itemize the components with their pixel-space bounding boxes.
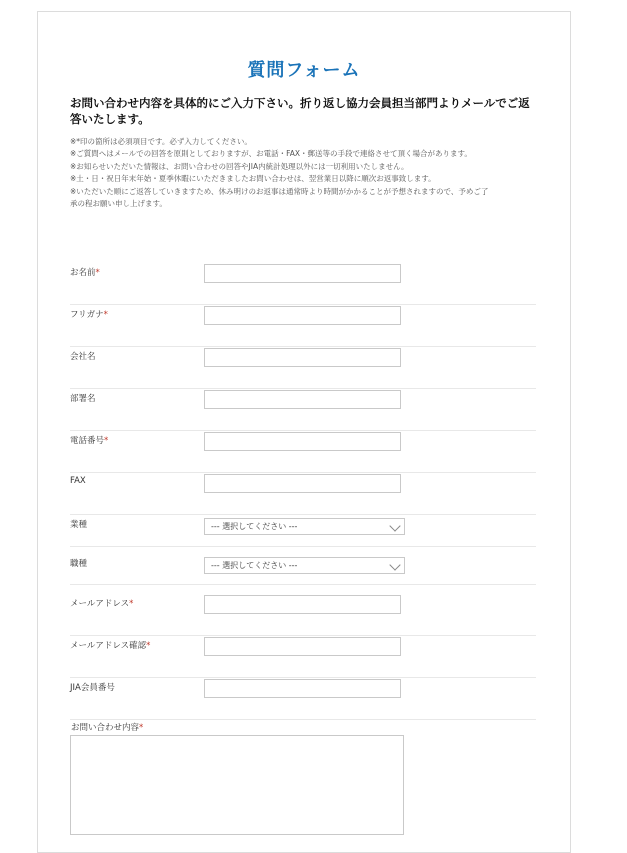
note-line: ※*印の箇所は必須項目です。必ず入力してください。 (70, 137, 252, 146)
name-label: お名前* (70, 268, 100, 278)
company-label: 会社名 (70, 352, 96, 362)
note-line: ※いただいた順にご返答していきますため、休み明けのお返事は通常時より時間がかかることが予想されますので、予めご了 (70, 186, 489, 196)
page-title: 質問フォーム (247, 60, 361, 81)
jia-number-label: JIA会員番号 (70, 683, 115, 693)
company-input[interactable] (204, 348, 401, 367)
note-line: 承の程お願い申し上げます。 (70, 199, 167, 209)
department-input[interactable] (204, 390, 401, 409)
chevron-down-icon (389, 520, 400, 531)
occupation-select[interactable] (204, 557, 405, 574)
row-name (70, 262, 536, 305)
note-line: ※ご質問へはメールでの回答を原則としておりますが、お電話・FAX・郵送等の手段で連絡させて頂く場合があります。 (70, 149, 472, 159)
inquiry-label: お問い合わせ内容* (71, 723, 144, 733)
chevron-down-icon (389, 559, 400, 570)
fax-label: FAX (70, 476, 86, 486)
industry-select[interactable] (204, 518, 405, 535)
row-department (70, 388, 536, 431)
note-line: ※土・日・祝日年末年始・夏季休暇にいただきましたお問い合わせは、翌営業日以降に順次お返事致します。 (70, 174, 436, 184)
department-label: 部署名 (70, 394, 96, 404)
email-confirm-input[interactable] (204, 637, 401, 656)
row-phone (70, 430, 536, 473)
industry-label: 業種 (70, 520, 88, 530)
row-email-confirm (70, 635, 536, 678)
email-confirm-label: メールアドレス確認* (70, 641, 151, 651)
name-input[interactable] (204, 264, 401, 283)
row-email (70, 593, 536, 636)
email-input[interactable] (204, 595, 401, 614)
row-fax (70, 472, 536, 515)
row-jia-number (70, 677, 536, 720)
industry-selected-value: --- 選択してください --- (211, 522, 298, 531)
furigana-label: フリガナ* (70, 310, 108, 320)
phone-label: 電話番号* (70, 436, 109, 446)
note-line: ※お知らせいただいた情報は、お問い合わせの回答やJIA内統計処理以外には一切利用いたしません。 (70, 161, 409, 171)
inquiry-textarea[interactable] (70, 735, 404, 835)
row-occupation (70, 553, 536, 585)
furigana-input[interactable] (204, 306, 401, 325)
occupation-selected-value: --- 選択してください --- (211, 561, 298, 570)
row-industry (70, 514, 536, 547)
lead-text: お問い合わせ内容を具体的にご入力下さい。折り返し協力会員担当部門よりメールでご返答いたします。 (70, 96, 530, 126)
jia-number-input[interactable] (204, 679, 401, 698)
occupation-label: 職種 (70, 559, 88, 569)
row-company (70, 346, 536, 389)
notes (70, 136, 550, 210)
phone-input[interactable] (204, 432, 401, 451)
fax-input[interactable] (204, 474, 401, 493)
row-furigana (70, 304, 536, 347)
email-label: メールアドレス* (70, 599, 134, 609)
